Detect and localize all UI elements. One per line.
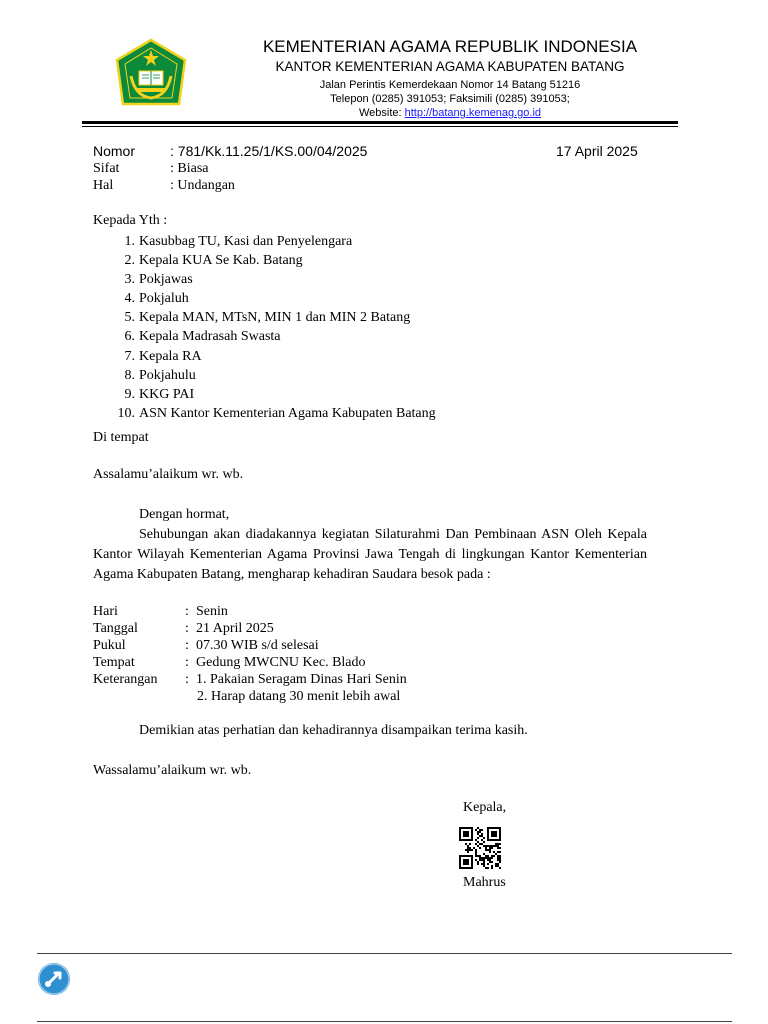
recipient-item [93,327,653,346]
recipient-text: KKG PAI [139,386,195,402]
recipient-number: 10. [117,405,135,421]
recipient-number: 9. [124,386,135,402]
recipient-item [93,366,653,385]
sifat-value: : Biasa [170,161,209,176]
recipient-item [93,404,653,423]
recipient-number: 2. [124,253,135,269]
recipient-item [93,289,653,308]
addressee-place: Di tempat [93,430,149,445]
recipient-number: 8. [124,367,135,383]
kemenag-emblem-icon [113,38,189,110]
recipient-text: ASN Kantor Kementerian Agama Kabupaten Batang [139,405,436,421]
recipient-number: 5. [124,310,135,326]
nomor-label: Nomor [93,143,136,159]
recipient-number: 4. [124,291,135,307]
detail-colon: : [185,655,189,670]
detail-label: Tempat [93,655,135,670]
detail-colon: : [185,604,189,619]
hal-label: Hal [93,178,114,193]
sifat-label: Sifat [93,161,120,176]
recipient-item [93,385,653,404]
recipient-text: Kepala Madrasah Swasta [139,329,281,345]
recipient-item [93,347,653,366]
badge-glyph-icon [38,963,70,995]
recipient-text: Pokjaluh [139,291,189,307]
detail-label: Hari [93,604,118,619]
recipient-number: 7. [124,348,135,364]
website-label: Website: [358,107,405,119]
salutation: Dengan hormat, [139,507,230,522]
detail-colon: : [185,672,189,687]
letter-date: 17 April 2025 [556,143,638,159]
letterhead-phone: Telepon (0285) 391053; Faksimili (0285) 391053; [330,93,570,105]
recipient-text: Kepala RA [139,348,202,364]
recipient-text: Kepala KUA Se Kab. Batang [139,253,303,269]
verification-badge-icon [38,963,70,995]
recipient-text: Kasubbag TU, Kasi dan Penyelengara [139,234,353,249]
recipient-list [93,232,653,423]
recipient-item [93,251,653,270]
recipient-item [93,308,653,327]
closing-greeting: Wassalamu’alaikum wr. wb. [93,763,252,778]
recipient-item [93,270,653,289]
letterhead-ministry: KEMENTERIAN AGAMA REPUBLIK INDONESIA [262,37,638,56]
recipient-number: 6. [124,329,135,345]
detail-value: 07.30 WIB s/d selesai [196,638,319,653]
closing-note: Demikian atas perhatian dan kehadirannya disampaikan terima kasih. [139,723,528,738]
detail-label: Tanggal [93,621,138,636]
addressee-greeting: Kepada Yth : [93,213,168,228]
recipient-text: Pokjawas [139,272,193,288]
detail-label: Keterangan [93,672,158,687]
detail-value-extra: 2. Harap datang 30 menit lebih awal [197,689,401,704]
recipient-number: 3. [124,272,135,288]
hal-value: : Undangan [170,178,235,193]
detail-colon: : [185,638,189,653]
letterhead-website [180,107,720,119]
signer-name: Mahrus [463,875,506,890]
qr-code-icon [459,827,501,869]
detail-label: Pukul [93,638,126,653]
letterhead-office: KANTOR KEMENTERIAN AGAMA KABUPATEN BATANG [275,59,625,74]
letterhead-rule-thin [82,126,678,127]
footer-rule-top [37,953,732,954]
body-paragraph: Sehubungan akan diadakannya kegiatan Silaturahmi Dan Pembinaan ASN Oleh Kepala Kantor Wilayah Kementerian Agama Provinsi Jawa Tengah di lingkungan Kantor Kementerian Agama Kabupaten Batang, mengharap kehadiran Saudara besok pada : [93,527,647,582]
website-link[interactable]: http://batang.kemenag.go.id [404,107,542,119]
opening-greeting: Assalamu’alaikum wr. wb. [93,467,244,482]
letterhead-rule-thick [82,121,678,124]
footer-rule-bottom [37,1021,732,1022]
detail-value: 21 April 2025 [196,621,274,636]
recipient-text: Kepala MAN, MTsN, MIN 1 dan MIN 2 Batang [139,310,411,326]
detail-value: Senin [196,604,228,619]
recipient-item [93,232,653,251]
detail-value: 1. Pakaian Seragam Dinas Hari Senin [196,672,407,687]
signer-position: Kepala, [463,800,507,815]
recipient-number: 1. [124,234,135,249]
letterhead-address: Jalan Perintis Kemerdekaan Nomor 14 Batang 51216 [319,79,581,91]
nomor-value: : 781/Kk.11.25/1/KS.00/04/2025 [170,143,368,159]
recipient-text: Pokjahulu [139,367,196,383]
detail-value: Gedung MWCNU Kec. Blado [196,655,366,670]
detail-colon: : [185,621,189,636]
